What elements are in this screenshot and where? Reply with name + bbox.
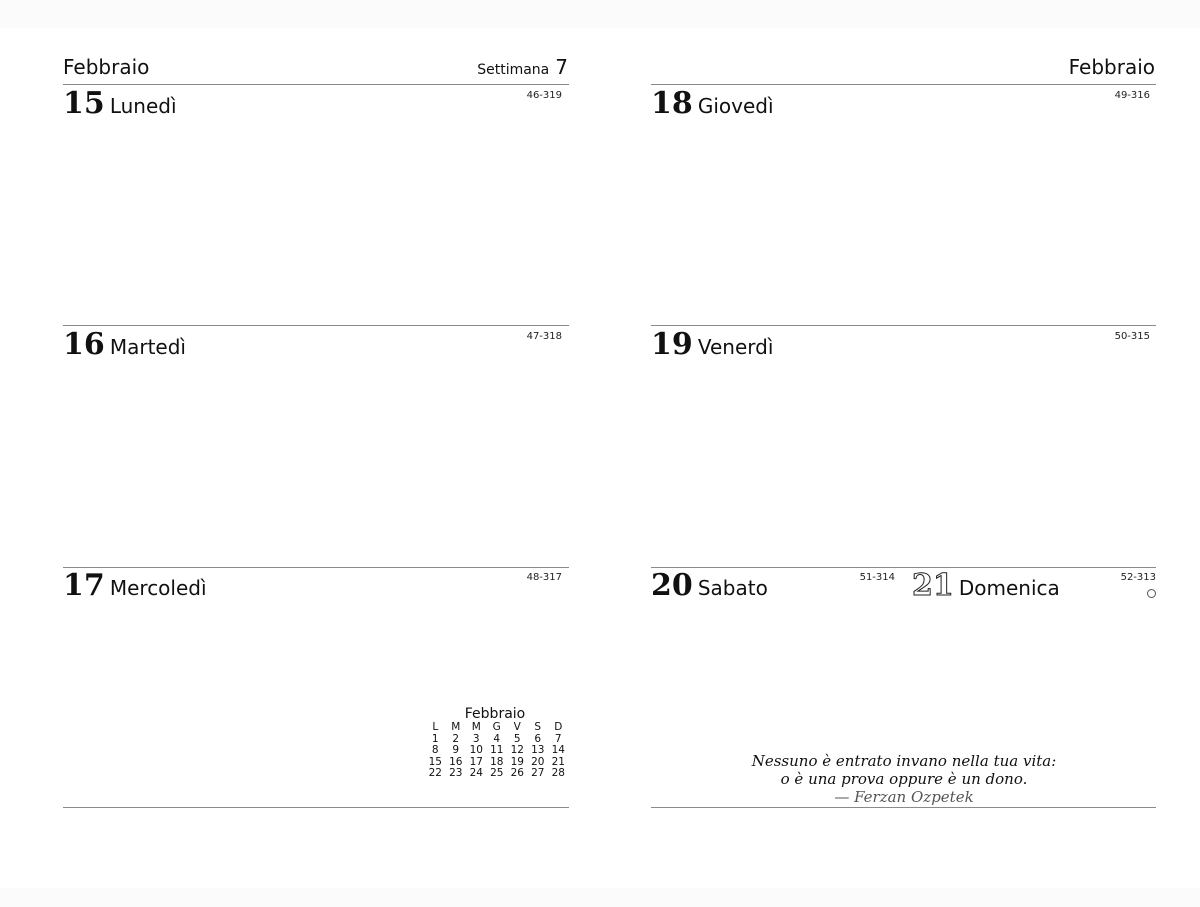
day-block-18[interactable]: [651, 86, 774, 121]
day-name: Sabato: [697, 576, 768, 600]
date-cell: 27: [531, 767, 545, 779]
mini-calendar-week: [425, 745, 569, 757]
date-cell: 18: [490, 755, 504, 768]
day-block-20[interactable]: [651, 568, 768, 603]
weekday-cell: G: [492, 721, 501, 733]
date-cell: 23: [449, 767, 463, 779]
week-indicator: [477, 55, 568, 79]
day-number: 15: [63, 86, 105, 121]
date-cell: 5: [513, 732, 521, 745]
day-number: 18: [651, 86, 693, 121]
day-number: 20: [651, 568, 693, 603]
quote-line-1: Nessuno è entrato invano nella tua vita:: [751, 752, 1057, 770]
day-of-year-code: 51-314: [859, 572, 895, 583]
mini-calendar: [425, 706, 569, 780]
date-cell: 16: [449, 755, 463, 768]
day-divider: [63, 84, 569, 85]
weekday-cell: V: [513, 721, 521, 733]
date-cell: 4: [493, 732, 501, 745]
date-cell: 9: [452, 744, 460, 756]
day-block-16[interactable]: [63, 327, 186, 362]
day-of-year-code: 52-313: [1120, 572, 1156, 583]
day-block-15[interactable]: [63, 86, 177, 121]
date-cell: 8: [431, 744, 439, 756]
mini-calendar-title: Febbraio: [464, 706, 526, 722]
page-bottom-rule: [63, 807, 569, 808]
mini-calendar-grid: [425, 722, 569, 780]
date-cell: 20: [531, 755, 545, 768]
day-of-year-code: 49-316: [1114, 90, 1150, 101]
day-name: Mercoledì: [109, 576, 207, 600]
day-of-year-code: 47-318: [526, 331, 562, 342]
day-block-19[interactable]: [651, 327, 773, 362]
quote-author: — Ferzan Ozpetek: [834, 788, 974, 806]
date-cell: 3: [472, 732, 480, 745]
day-divider: [651, 84, 1156, 85]
date-cell: 19: [510, 755, 524, 768]
day-of-year-code: 46-319: [526, 90, 562, 101]
date-cell: 25: [490, 767, 504, 779]
week-label: Settimana: [477, 62, 550, 78]
date-cell: 14: [551, 744, 565, 756]
date-cell: 28: [551, 767, 565, 779]
day-name: Giovedì: [697, 94, 774, 118]
weekday-cell: L: [432, 721, 439, 733]
date-cell: 10: [469, 744, 483, 756]
day-number: 16: [63, 327, 105, 362]
day-name: Domenica: [958, 576, 1060, 600]
moon-phase-icon: [1147, 589, 1156, 598]
quote: [654, 752, 1154, 806]
date-cell: 21: [551, 755, 565, 768]
mini-calendar-weekdays: [425, 722, 569, 734]
day-number: 21: [912, 568, 954, 603]
date-cell: 24: [469, 767, 483, 779]
quote-line-2: o è una prova oppure è un dono.: [780, 770, 1028, 788]
day-of-year-code: 48-317: [526, 572, 562, 583]
day-number: 19: [651, 327, 693, 362]
weekday-cell: D: [554, 721, 563, 733]
day-number: 17: [63, 568, 105, 603]
date-cell: 12: [510, 744, 524, 756]
weekday-cell: S: [534, 721, 542, 733]
date-cell: 17: [469, 755, 483, 768]
day-block-17[interactable]: [63, 568, 207, 603]
mini-calendar-week: [425, 768, 569, 780]
page-bottom-rule: [651, 807, 1156, 808]
day-block-21[interactable]: [912, 568, 1060, 603]
date-cell: 7: [554, 732, 562, 745]
date-cell: 2: [452, 732, 460, 745]
day-name: Martedì: [109, 335, 186, 359]
day-of-year-code: 50-315: [1114, 331, 1150, 342]
day-name: Lunedì: [109, 94, 177, 118]
right-month-title: Febbraio: [1068, 55, 1155, 79]
week-number: 7: [555, 55, 568, 79]
date-cell: 11: [490, 744, 504, 756]
weekday-cell: M: [471, 721, 481, 733]
date-cell: 13: [531, 744, 545, 756]
date-cell: 1: [431, 732, 439, 745]
weekday-cell: M: [451, 721, 461, 733]
day-divider: [651, 325, 1156, 326]
left-month-title: Febbraio: [63, 55, 150, 79]
date-cell: 15: [428, 755, 442, 768]
date-cell: 22: [428, 767, 442, 779]
day-name: Venerdì: [697, 335, 774, 359]
day-divider: [63, 325, 569, 326]
date-cell: 26: [510, 767, 524, 779]
date-cell: 6: [534, 732, 542, 745]
